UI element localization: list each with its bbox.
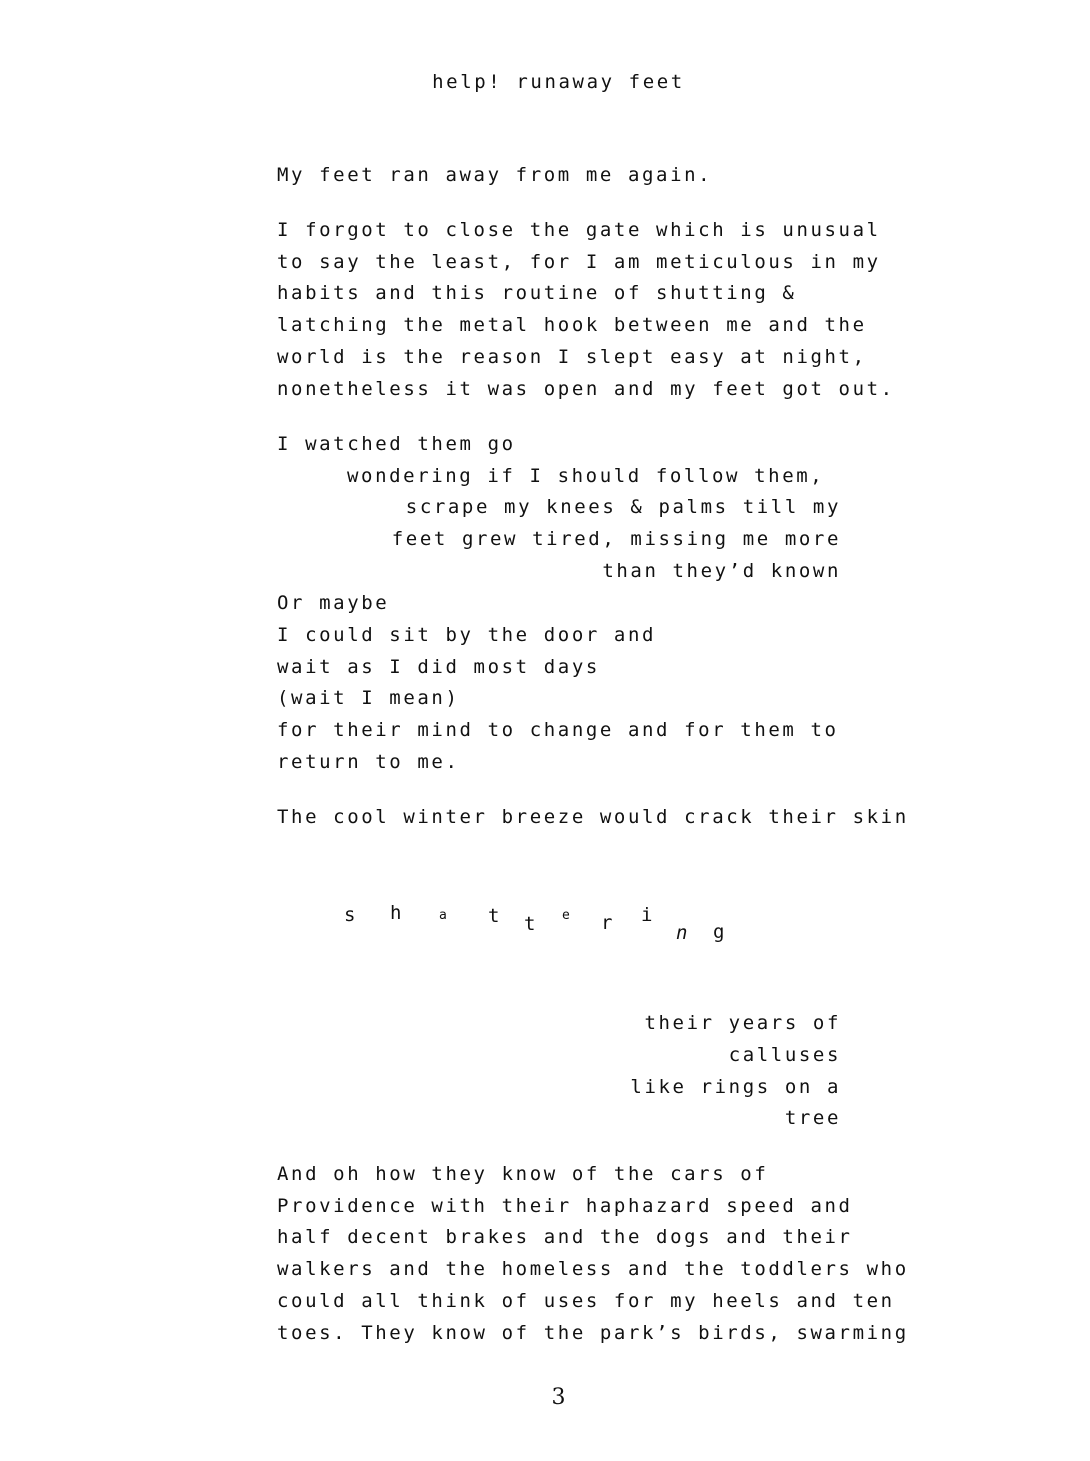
shattering-letter: a [439, 908, 447, 923]
stanza-line: toes. They know of the park’s birds, swarming [277, 1322, 909, 1344]
stanza-line: nonetheless it was open and my feet got out. [277, 378, 895, 400]
shattering-letter: t [524, 913, 536, 935]
cascade-line: I watched them go [277, 433, 516, 455]
right-aligned-line: calluses [728, 1044, 841, 1066]
stanza-line: for their mind to change and for them to [277, 719, 839, 741]
stanza-line: And oh how they know of the cars of [277, 1163, 769, 1185]
stanza-line: return to me. [277, 751, 460, 773]
stanza-line: (wait I mean) [277, 687, 460, 709]
stanza-line: I forgot to close the gate which is unusual [277, 219, 881, 241]
stanza-line: half decent brakes and the dogs and their [277, 1226, 853, 1248]
stanza-line: to say the least, for I am meticulous in my [277, 251, 881, 273]
stanza-line: could all think of uses for my heels and ten [277, 1290, 895, 1312]
right-aligned-line: tree [784, 1107, 841, 1129]
stanza-line: Providence with their haphazard speed and [277, 1195, 853, 1217]
right-aligned-line: like rings on a [630, 1076, 841, 1098]
cascade-line: scrape my knees & palms till my [405, 496, 841, 518]
stanza-line: latching the metal hook between me and the [277, 314, 867, 336]
poem-title: help! runaway feet [432, 71, 685, 93]
shattering-letter: h [390, 902, 402, 924]
stanza-line: world is the reason I slept easy at night, [277, 346, 867, 368]
breeze-line: The cool winter breeze would crack their skin [277, 806, 909, 828]
stanza-line: walkers and the homeless and the toddlers who [277, 1258, 909, 1280]
cascade-line: wondering if I should follow them, [347, 465, 825, 487]
stanza-line: wait as I did most days [277, 656, 600, 678]
shattering-letter: n [676, 922, 688, 944]
page-number: 3 [551, 1385, 566, 1410]
shattering-letter: i [641, 904, 653, 926]
cascade-line: than they’d known [602, 560, 841, 582]
stanza-line: I could sit by the door and [277, 624, 657, 646]
stanza-line: habits and this routine of shutting & [277, 282, 797, 304]
right-aligned-line: their years of [644, 1012, 841, 1034]
shattering-letter: g [713, 921, 725, 943]
cascade-line: feet grew tired, missing me more [391, 528, 841, 550]
shattering-letter: t [488, 905, 500, 927]
shattering-letter: r [601, 912, 613, 934]
shattering-letter: e [562, 908, 570, 923]
shattering-letter: s [344, 904, 356, 926]
opening-line: My feet ran away from me again. [277, 164, 713, 186]
stanza-line: Or maybe [277, 592, 390, 614]
